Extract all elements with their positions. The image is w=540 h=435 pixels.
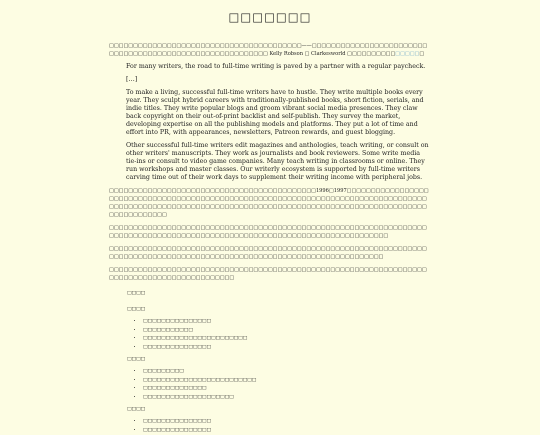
group-title-1: □□□□ — [109, 307, 431, 313]
quote-paragraph-1: For many writers, the road to full-time writing is paved by a partner with a regular paycheck. — [126, 63, 431, 71]
list-item: • □□□□□□□□□ — [143, 368, 431, 377]
list-item: • □□□□□□□□□□□□□□□ — [143, 344, 431, 353]
intro-text: □□□□□□□□□□□□□□□□□□□□□□□□□□□□□□□□□□□□□□□□——□□□□□□□□□□□□□□□□□□□□□□□□□□□□□□□□□□□□□□□□□□□□□□□□□□□□□□□□□ Kelly Robson □ Clarkesworld □□□□□□□□□□ — [109, 43, 427, 57]
list-heading: □□□□ — [109, 291, 431, 297]
list-item: • □□□□□□□□□□□□□□□ — [143, 418, 431, 427]
source-link[interactable]: □□□□□ — [395, 51, 419, 57]
blockquote — [109, 63, 431, 182]
list-item: • □□□□□□□□□□□□□□□ — [143, 318, 431, 327]
page-title: □□□□□□□ — [109, 0, 431, 38]
body-paragraph-4: □□□□□□□□□□□□□□□□□□□□□□□□□□□□□□□□□□□□□□□□□□□□□□□□□□□□□□□□□□□□□□□□□□□□□□□□□□□□□□□□□□□□□□□□□□□□ — [109, 266, 431, 282]
list-item: • □□□□□□□□□□□□□□□□□□□□□□□ — [143, 335, 431, 344]
quote-ellipsis: […] — [126, 76, 431, 84]
group-title-3: □□□□ — [109, 407, 431, 413]
group-list-3 — [109, 418, 431, 435]
quote-paragraph-3: Other successful full-time writers edit magazines and anthologies, teach writing, or consult on other writers' manuscripts. They work as journalists and book reviewers. Some write media tie-ins or consult to video game companies. Many teach writing in classrooms or online. They run workshops and master classes. Our writerly ecosystem is supported by full-time writers carving time out of their work days to supplement their writing income with peripheral jobs. — [126, 142, 431, 182]
list-item: • □□□□□□□□□□□ — [143, 327, 431, 336]
body-paragraph-1: □□□□□□□□□□□□□□□□□□□□□□□□□□□□□□□□□□□□□□□□□□□1996□1997□□□□□□□□□□□□□□□□□□□□□□□□□□□□□□□□□□□□□□□□□□□□□□□□□□□□□□□□□□□□□□□□□□□□□□□□□□□□□□□□□□□□□□□□□□□□□□□□□□□□□□□□□□□□□□□□□□□□□□□□□□□□□□□□□□□□□□□□□□□□□□□□□□□□□□□□□□□□□□□□□ — [109, 187, 431, 219]
list-item: • □□□□□□□□□□□□□□ — [143, 385, 431, 394]
body-paragraph-3: □□□□□□□□□□□□□□□□□□□□□□□□□□□□□□□□□□□□□□□□□□□□□□□□□□□□□□□□□□□□□□□□□□□□□□□□□□□□□□□□□□□□□□□□□□□□□□□□□□□□□□□□□□□□□□□□□□□□□□□□□□□ — [109, 245, 431, 261]
list-item: • □□□□□□□□□□□□□□□ — [143, 427, 431, 435]
group-list-2 — [109, 368, 431, 402]
group-list-1 — [109, 318, 431, 352]
quote-paragraph-2: To make a living, successful full-time writers have to hustle. They write multiple books every year. They sculpt hybrid careers with traditionally-published books, short fiction, serials, and indie titles. They write popular blogs and groom vibrant social media presences. They claw back copyright on their out-of-print backlist and self-publish. They survey the market, developing expertise on all the publishing models and platforms. They put a lot of time and effort into PR, with appearances, newsletters, Patreon rewards, and guest blogging. — [126, 89, 431, 137]
group-title-2: □□□□ — [109, 357, 431, 363]
body-paragraph-2: □□□□□□□□□□□□□□□□□□□□□□□□□□□□□□□□□□□□□□□□□□□□□□□□□□□□□□□□□□□□□□□□□□□□□□□□□□□□□□□□□□□□□□□□□□□□□□□□□□□□□□□□□□□□□□□□□□□□□□□□□□□□ — [109, 224, 431, 240]
list-item: • □□□□□□□□□□□□□□□□□□□□□□□□□ — [143, 377, 431, 386]
list-item: • □□□□□□□□□□□□□□□□□□□□ — [143, 394, 431, 403]
intro-paragraph — [109, 42, 431, 58]
intro-end: □ — [419, 51, 424, 57]
